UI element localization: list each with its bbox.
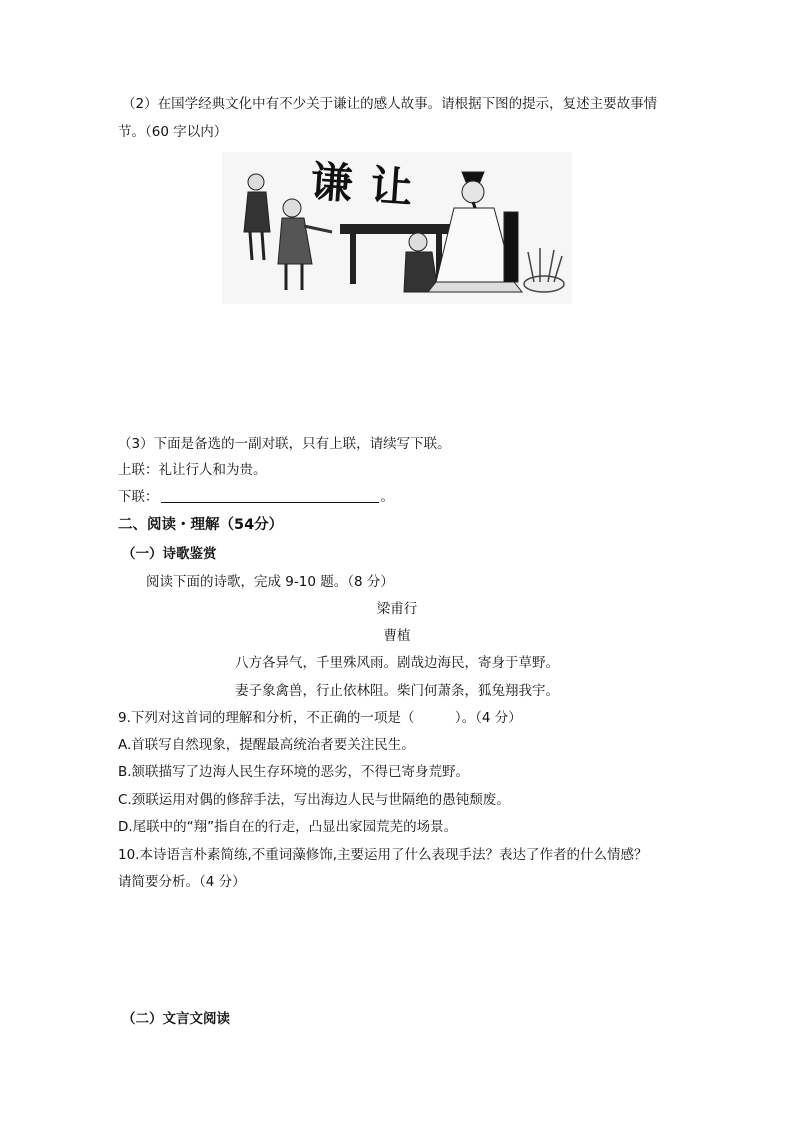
xialian-answer-blank[interactable] xyxy=(161,488,379,503)
xialian-label: 下联： xyxy=(118,489,159,505)
q3-shanglian: 上联：礼让行人和为贵。 xyxy=(118,462,267,478)
q9-option-a: A.首联写自然现象，提醒最高统治者要关注民生。 xyxy=(118,737,415,753)
poem-line-2: 妻子象禽兽，行止依林阻。柴门何萧条，狐兔翔我宇。 xyxy=(235,683,559,699)
modesty-illustration xyxy=(222,152,572,304)
subsection-1-heading: （一）诗歌鉴赏 xyxy=(122,546,217,562)
q9-option-b: B.颔联描写了边海人民生存环境的恶劣，不得已寄身荒野。 xyxy=(118,764,470,780)
q2-line-1: （2）在国学经典文化中有不少关于谦让的感人故事。请根据下图的提示，复述主要故事情 xyxy=(122,96,658,112)
q9-option-c: C.颈联运用对偶的修辞手法，写出海边人民与世隔绝的愚钝颓废。 xyxy=(118,792,510,808)
q10-line-2: 请简要分析。（4 分） xyxy=(118,874,246,890)
poem-author: 曹植 xyxy=(383,628,411,644)
q3-prompt: （3）下面是备选的一副对联，只有上联，请续写下联。 xyxy=(118,436,451,452)
section-2-heading: 二、阅读・理解（54分） xyxy=(118,517,284,533)
q9-stem: 9.下列对这首词的理解和分析，不正确的一项是（ ）。（4 分） xyxy=(118,710,522,726)
q2-line-2: 节。（60 字以内） xyxy=(118,124,228,140)
poem-line-1: 八方各异气，千里殊风雨。剧哉边海民，寄身于草野。 xyxy=(235,655,559,671)
q9-option-d: D.尾联中的“翔”指自在的行走，凸显出家园荒芜的场景。 xyxy=(118,819,458,835)
subsection-2-heading: （二）文言文阅读 xyxy=(122,1011,230,1027)
q10-line-1: 10.本诗语言朴素简练,不重词藻修饰,主要运用了什么表现手法？表达了作者的什么情感？ xyxy=(118,847,648,863)
xialian-end: 。 xyxy=(380,489,394,505)
poem-title: 梁甫行 xyxy=(376,601,418,617)
illustration-calligraphy: 谦让 xyxy=(308,156,433,215)
q3-xialian xyxy=(118,487,394,507)
poem-intro: 阅读下面的诗歌，完成 9-10 题。（8 分） xyxy=(146,574,394,590)
